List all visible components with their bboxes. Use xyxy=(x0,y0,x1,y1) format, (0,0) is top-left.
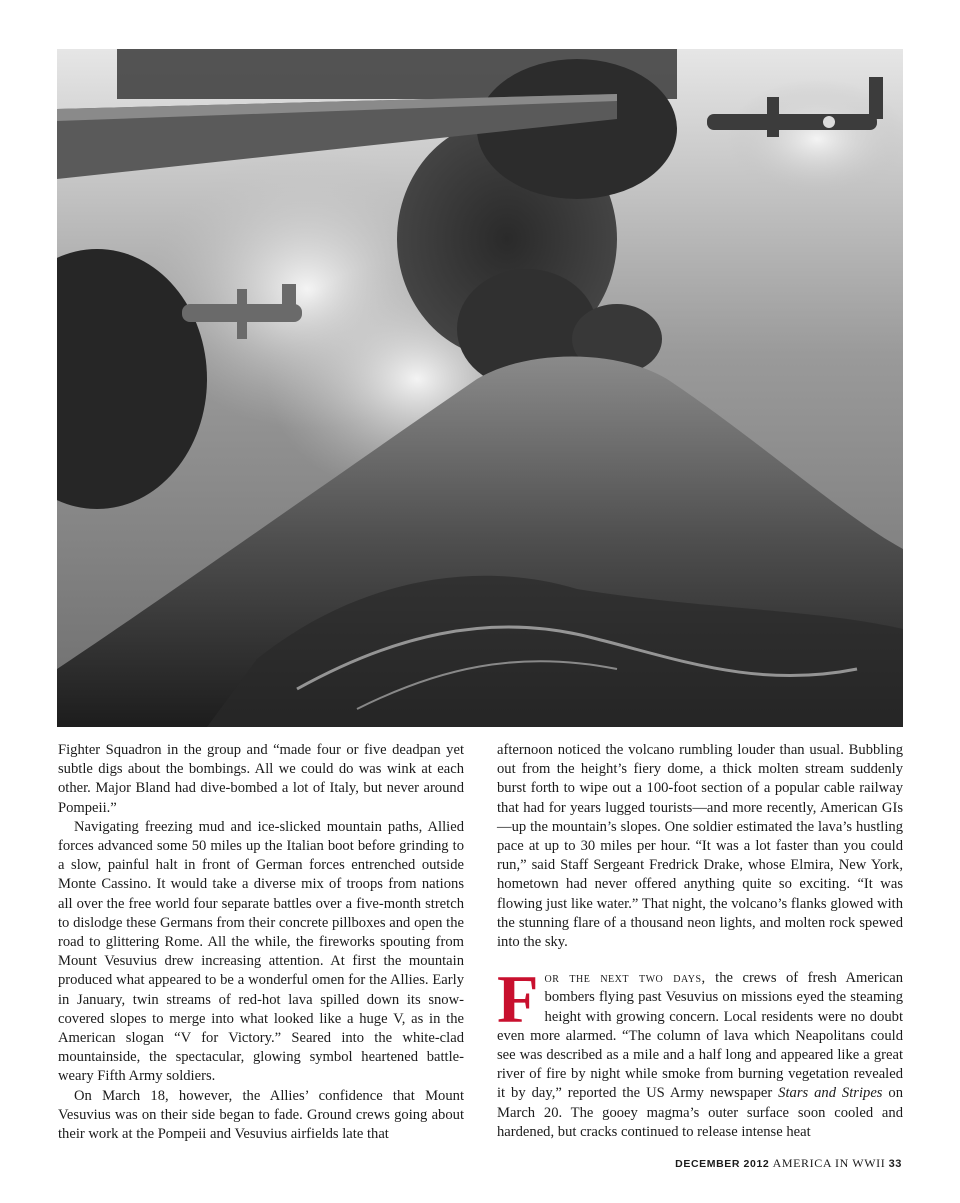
vesuvius-eruption-photo xyxy=(57,49,903,727)
publication-title: Stars and Stripes xyxy=(778,1085,883,1102)
article-column-left xyxy=(58,741,464,1144)
footer-date: DECEMBER 2012 xyxy=(675,1158,770,1170)
page-footer xyxy=(675,1156,902,1171)
paragraph-text: the crews of fresh American bombers flying past Vesuvius on missions eyed the steaming height with growing concern. Local residents were no doubt even more alarmed. “The column of lava which Neapolitans could see was described as a mile and a half long and appeared like a great river of fire by night while smoke from burning vegetation revealed it by day,” reported the US Army newspaper xyxy=(497,970,903,1102)
photo-illustration xyxy=(57,49,903,727)
footer-magazine: AMERICA IN WWII xyxy=(772,1156,886,1170)
paragraph: Fighter Squadron in the group and “made four or five deadpan yet subtle digs about the bombings. All we could do was wink at each other. Major Bland had dive-bombed a lot of Italy, but never around Pompeii.” xyxy=(58,742,464,816)
section-opening-paragraph xyxy=(497,961,904,1142)
paragraph: On March 18, however, the Allies’ confidence that Mount Vesuvius was on their side began to fade. Ground crews going about their work at the Pompeii and Vesuvius airfields late that xyxy=(58,1087,464,1143)
paragraph: afternoon noticed the volcano rumbling louder than usual. Bubbling out from the height’s fiery dome, a thick molten stream suddenly burst forth to wipe out a 100-foot section of a popular cable railway that had for years lugged tourists—and more recently, American GIs—up the mountain’s slopes. One soldier estimated the lava’s hustling pace at up to 30 miles per hour. “It was a lot faster than you could run,” said Staff Sergeant Fredrick Drake, whose Elmira, New York, hometown had never offered anything quite so exciting. “It was flowing just like water.” That night, the volcano’s flanks glowed with the stunning flare of a thousand neon lights, and molten rock spewed into the sky. xyxy=(497,742,903,951)
paragraph: Navigating freezing mud and ice-slicked mountain paths, Allied forces advanced some 50 miles up the Italian boot before grinding to a slow, painful halt in front of German forces entrenched outside Monte Cassino. It would take a diverse mix of troops from nations all over the free world four separate battles over a five-month stretch to dislodge these Germans from their concrete pillboxes and open the road to glittering Rome. All the while, the fireworks spouting from Mount Vesuvius drew increasing attention. At first the mountain produced what appeared to be a wonderful omen for the Allies. Early in January, twin streams of red-hot lava spilled down its snow-covered slopes to merge into what looked like a huge V, as in the American slogan “V for Victory.” Seared into the white-clad mountainside, the spectacular, glowing symbol heartened battle-weary Fifth Army soldiers. xyxy=(58,818,464,1085)
page-number: 33 xyxy=(888,1158,902,1170)
paragraph-text: on March 20. The gooey magma’s outer surface soon cooled and hardened, but cracks continued to release intense heat xyxy=(497,1085,904,1140)
lead-in: or the next two days, xyxy=(544,970,706,987)
article-column-right xyxy=(497,741,903,1142)
drop-cap: F xyxy=(497,961,539,1038)
